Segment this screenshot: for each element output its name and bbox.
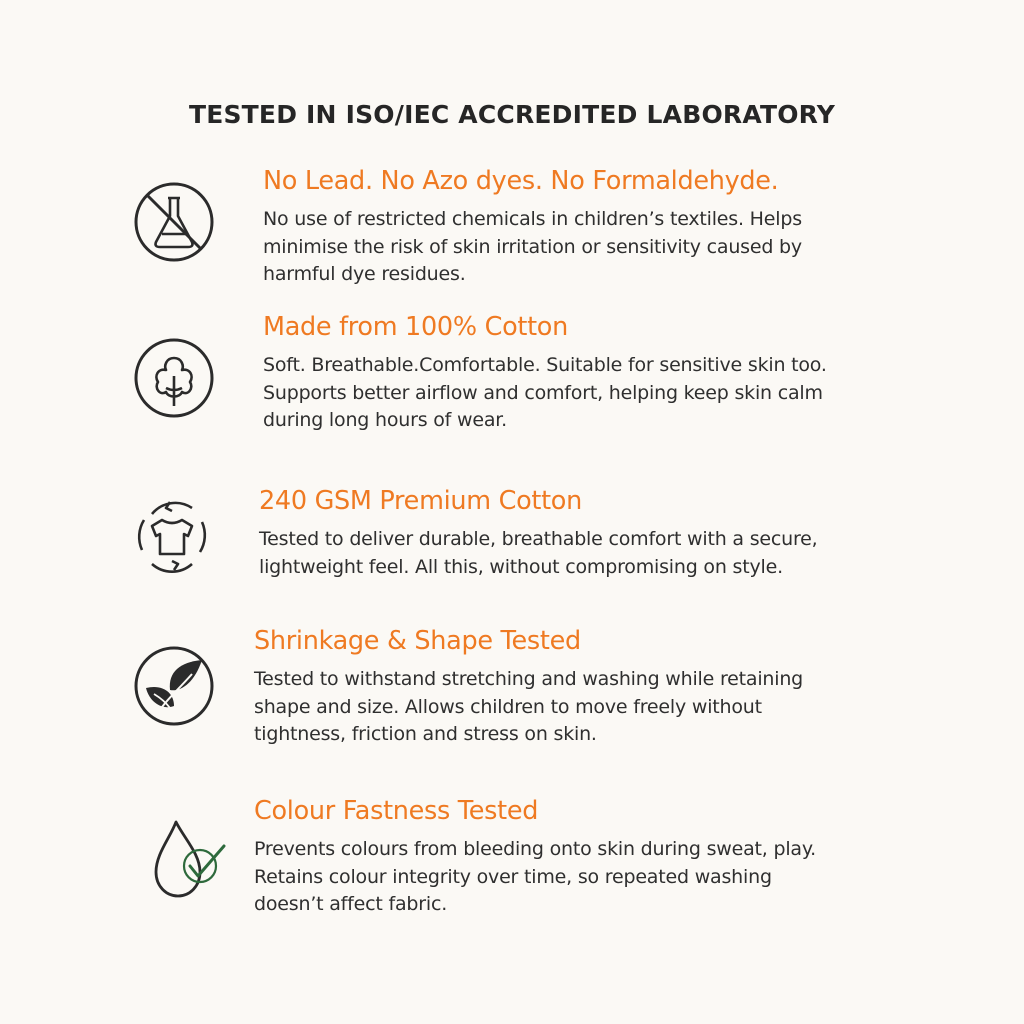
description-line: Tested to deliver durable, breathable comfort with a secure, [259,528,818,550]
no-chemicals-flask-icon [132,180,216,264]
feature-description [259,526,818,581]
description-line: Prevents colours from bleeding onto skin during sweat, play. [254,838,817,860]
feature-colour-fastness [254,796,816,919]
description-line: tightness, friction and stress on skin. [254,723,597,745]
description-line: shape and size. Allows children to move freely without [254,695,762,718]
leaves-icon [132,644,216,728]
description-line: minimise the risk of skin irritation or sensitivity caused by [263,235,802,258]
feature-heading: Colour Fastness Tested [254,796,539,826]
description-line: Retains colour integrity over time, so repeated washing [254,865,772,888]
feature-description [254,666,803,749]
description-line: harmful dye residues. [263,263,466,285]
feature-heading: 240 GSM Premium Cotton [259,486,582,516]
feature-heading: No Lead. No Azo dyes. No Formaldehyde. [263,166,779,196]
feature-cotton [263,312,827,435]
feature-description [263,352,827,435]
description-line: lightweight feel. All this, without compromising on style. [259,555,783,578]
page-title: TESTED IN ISO/IEC ACCREDITED LABORATORY [188,100,836,129]
description-line: Supports better airflow and comfort, helping keep skin calm [263,381,823,404]
feature-description [263,206,802,289]
description-line: during long hours of wear. [263,409,507,431]
tshirt-cycle-icon [130,494,214,578]
feature-shrinkage [254,626,803,749]
description-line: Tested to withstand stretching and washing while retaining [254,668,804,690]
feature-heading: Made from 100% Cotton [263,312,568,342]
droplet-check-icon [146,816,230,900]
feature-no-chemicals [263,166,802,289]
cotton-flower-icon [132,336,216,420]
feature-gsm [259,486,818,581]
description-line: doesn’t affect fabric. [254,893,448,915]
description-line: Soft. Breathable.Comfortable. Suitable for sensitive skin too. [263,354,827,376]
feature-heading: Shrinkage & Shape Tested [254,626,581,656]
feature-description [254,836,816,919]
description-line: No use of restricted chemicals in children’s textiles. Helps [263,208,802,230]
